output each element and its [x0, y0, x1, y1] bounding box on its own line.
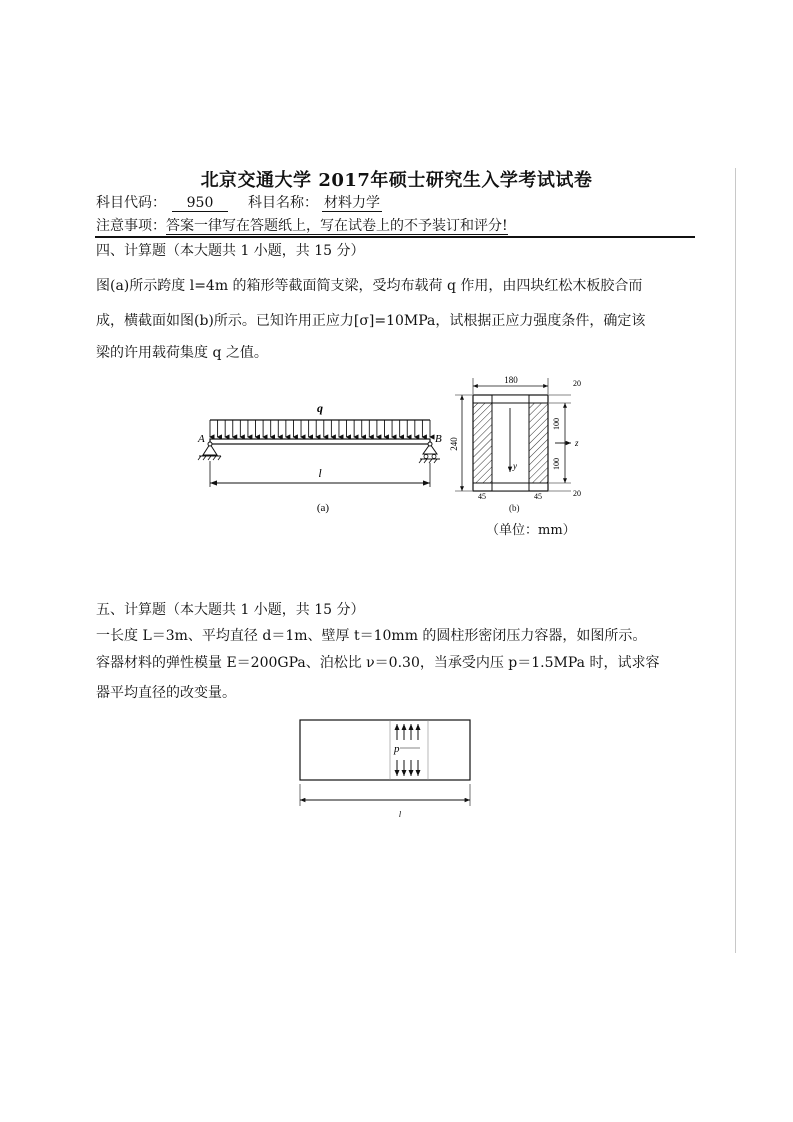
- page-edge-line: [735, 168, 736, 953]
- question-4-line-3: 梁的许用载荷集度 q 之值。: [96, 345, 268, 361]
- beam: [210, 439, 430, 444]
- dim-web-lower: 100: [552, 458, 561, 470]
- support-a-label: A: [198, 433, 205, 445]
- pressure-label: p: [394, 743, 400, 755]
- dim-height: 240: [449, 437, 459, 451]
- vessel-body: [300, 720, 470, 780]
- header-rule: [95, 236, 695, 238]
- figure-a-beam: [195, 395, 445, 520]
- support-b-roller: [419, 442, 440, 463]
- bottom-flange-plank: [492, 483, 529, 491]
- subject-code-label: 科目代码：: [96, 195, 166, 211]
- subject-name-value: 材料力学: [324, 195, 380, 211]
- dim-width: 180: [504, 375, 518, 385]
- notice-line: [96, 215, 508, 235]
- subject-info-line: [96, 192, 382, 212]
- dim-top-flange: 20: [573, 379, 581, 388]
- question-4-line-1: 图(a)所示跨度 l=4m 的箱形等截面简支梁，受均布载荷 q 作用，由四块红松木板胶合而: [96, 278, 643, 294]
- notice-label: 注意事项：: [96, 218, 166, 234]
- z-axis-label: z: [575, 438, 579, 448]
- notice-text: 答案一律写在答题纸上，写在试卷上的不予装订和评分!: [166, 218, 508, 234]
- question-5-line-1: 一长度 L＝3m、平均直径 d＝1m、壁厚 t＝10mm 的圆柱形密闭压力容器，如图所示。: [96, 628, 647, 644]
- dim-bottom-flange: 20: [573, 489, 581, 498]
- right-web-plank: [529, 403, 548, 483]
- span-label: l: [318, 466, 322, 480]
- subject-name-label: 科目名称：: [248, 195, 318, 211]
- dim-web-upper: 100: [552, 418, 561, 430]
- length-label: l: [398, 810, 402, 819]
- question-5-line-3: 器平均直径的改变量。: [96, 685, 236, 701]
- left-web-plank: [473, 403, 492, 483]
- y-axis-label: y: [513, 461, 517, 471]
- figure-a-caption: (a): [316, 502, 330, 514]
- section-4-heading: 四、计算题（本大题共 1 小题，共 15 分）: [96, 243, 365, 259]
- section-5-heading: 五、计算题（本大题共 1 小题，共 15 分）: [96, 602, 365, 618]
- support-b-label: B: [435, 433, 442, 445]
- subject-code-value: 950: [172, 195, 228, 212]
- exam-title: 北京交通大学 2017年硕士研究生入学考试试卷: [200, 170, 593, 191]
- distributed-load-arrows: [210, 420, 430, 437]
- unit-note: （单位：mm）: [486, 523, 576, 538]
- figure-pressure-vessel: [290, 712, 480, 822]
- top-flange-plank: [492, 395, 529, 403]
- question-4-line-2: 成，横截面如图(b)所示。已知许用正应力[σ]=10MPa，试根据正应力强度条件，确定该: [96, 313, 646, 329]
- dim-right-web: 45: [534, 492, 542, 501]
- load-label: q: [317, 401, 323, 415]
- dim-left-web: 45: [478, 492, 486, 501]
- figure-b-caption: (b): [509, 503, 520, 513]
- figure-b-cross-section: [445, 372, 595, 502]
- question-5-line-2: 容器材料的弹性模量 E＝200GPa、泊松比 ν＝0.30，当承受内压 p＝1.5MPa 时，试求容: [96, 655, 660, 671]
